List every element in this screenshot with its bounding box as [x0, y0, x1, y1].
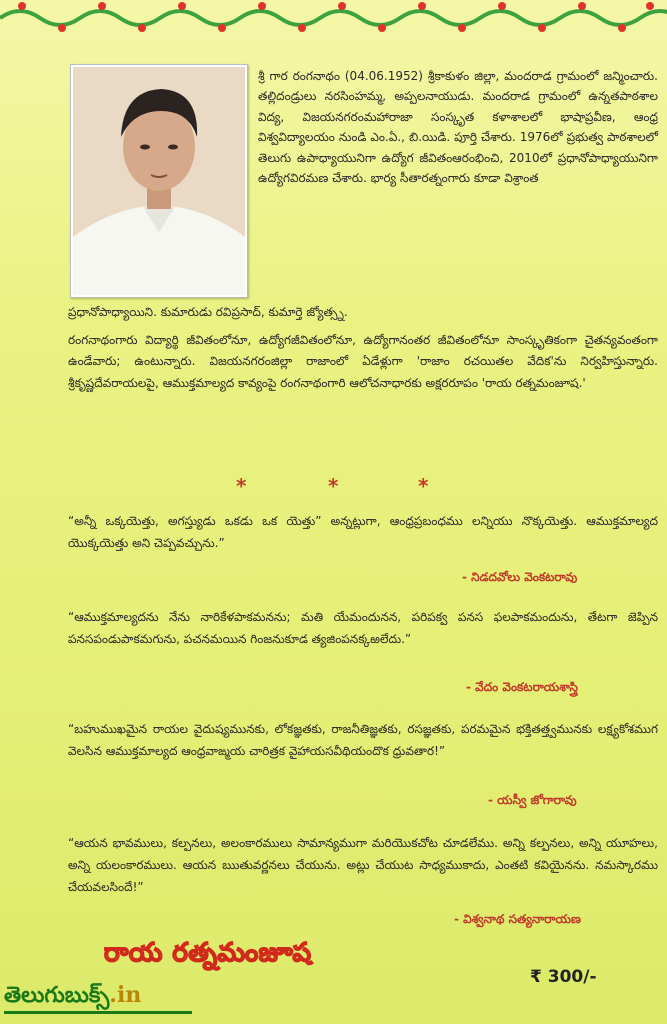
- site-logo-tld: .in: [109, 982, 142, 1008]
- quote-author: - నిడదవోలు వెంకటరావు: [462, 570, 578, 584]
- author-portrait-illustration: [73, 67, 245, 295]
- author-photo: [73, 67, 245, 295]
- separator-star: *: [418, 474, 429, 498]
- decorative-wave-border: [0, 0, 667, 34]
- star-separator: [0, 476, 667, 496]
- quote-author: - విశ్వనాథ సత్యనారాయణ: [454, 912, 581, 926]
- quote-text: “ఆముక్తమాల్యదను నేను నారికేళపాకమనను; మతి యేమందునన, పరిపక్వ పనస ఫలపాకమందును, తేటగా జెప్పిన పనసపండుపాకమగును, పచనమయిన గింజనుకూడ త్యజింపనక్కఱలేదు.”: [68, 610, 658, 646]
- author-photo-frame: [70, 64, 248, 298]
- price-label: ₹ 300/-: [530, 967, 597, 987]
- biography-family: ప్రధానోపాధ్యాయిని. కుమారుడు రవిప్రసాద్, కుమార్తె జ్యోత్స్న.: [68, 305, 348, 319]
- quote-author: - యస్వీ జోగారావు: [488, 793, 577, 807]
- site-logo-underline: [4, 1011, 192, 1014]
- site-logo[interactable]: [4, 982, 141, 1013]
- quote-author: - వేదం వెంకటరాయశాస్త్రి: [466, 680, 578, 694]
- book-title-logo: రాయ రత్నమంజూష: [104, 938, 312, 968]
- quote-text: “ఆయన భావములు, కల్పనలు, అలంకారములు సామాన్యముగా మరియొకచోట చూడలేము. అన్ని కల్పనలు, అన్ని యూహలు, అన్ని యలంకారములు. ఆయన ఋతువర్ణనలు చేయును. అట్లు చేయుట సాధ్యముకాదు, ఎంతటి కవియైనను. నమస్కారము చేయవలసిందే!”: [68, 836, 658, 894]
- site-logo-name: తెలుగుబుక్స్: [4, 982, 110, 1008]
- separator-star: *: [236, 474, 247, 498]
- biography-activities: రంగనాథంగారు విద్యార్థి జీవితంలోనూ, ఉద్యోగజీవితంలోనూ, ఉద్యోగానంతర జీవితంలోనూ సాంస్కృతికంగా చైతన్యవంతంగా ఉండేవారు; ఉంటున్నారు. విజయనగరంజిల్లా రాజాంలో ఏడేళ్లుగా 'రాజాం రచయితల వేదిక'ను నిర్వహిస్తున్నారు. శ్రీకృష్ణదేవరాయలపై, ఆముక్తమాల్యద కావ్యంపై రంగనాథంగారి ఆలోచనాధారకు అక్షరరూపం 'రాయ రత్నమంజూష.': [68, 333, 658, 390]
- biography-intro: శ్రీ గార రంగనాథం (04.06.1952) శ్రీకాకుళం జిల్లా, మందరాడ గ్రామంలో జన్మించారు. తల్లిదండ్రులు నరసింహమ్మ, అప్పలనాయుడు. మందరాడ గ్రామంలో ఉన్నతపాఠశాల విద్య, విజయనగరంమహారాజా సంస్కృత కళాశాలలో భాషాప్రవీణ, ఆంధ్ర విశ్వవిద్యాలయం నుండి ఎం.ఏ., బి.యిడి. పూర్తి చేశారు. 1976లో ప్రభుత్వ పాఠశాలలో తెలుగు ఉపాధ్యాయునిగా ఉద్యోగ జీవితంఆరంభించి, 2010లో ప్రధానోపాధ్యాయునిగా ఉద్యోగవిరమణ చేశారు. భార్య సీతారత్నంగారు కూడా విశ్రాంత: [258, 69, 658, 186]
- quote-text: “బహుముఖమైన రాయల వైదుష్యమునకు, లోకజ్ఞతకు, రాజనీతిజ్ఞతకు, రసజ్ఞతకు, పరమమైన భక్తితత్త్వమునకు లక్ష్యకోశముగ వెలసిన ఆముక్తమాల్యద ఆంధ్రవాఙ్మయ చారిత్రక వైహాయసవీథియందొక ధ్రువతార!”: [68, 722, 658, 758]
- quote-text: “అన్నీ ఒక్కయెత్తు, అగస్త్యుడు ఒకడు ఒక యెత్తు” అన్నట్లుగా, ఆంధ్రప్రబంధము లన్నియు నొక్కయెత్తు. ఆముక్తమాల్యద యొక్కయెత్తు అని చెప్పవచ్చును.”: [68, 514, 658, 550]
- separator-star: *: [328, 474, 339, 498]
